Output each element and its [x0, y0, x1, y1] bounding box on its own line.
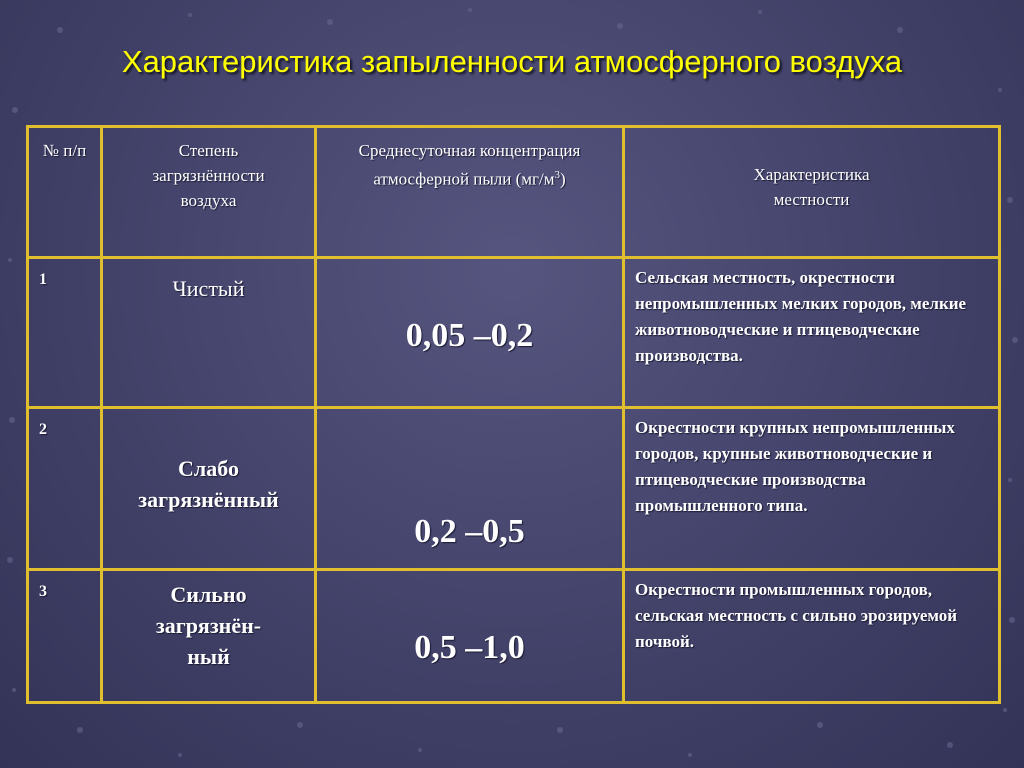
row-num: 3 [28, 570, 102, 703]
header-concentration-text: Среднесуточная концентрация атмосферной пыли (мг/м [358, 141, 581, 189]
degree-text: Слабо загрязнённый [138, 456, 279, 512]
row-degree [102, 570, 316, 703]
row-num: 2 [28, 408, 102, 570]
header-num: № п/п [28, 127, 102, 258]
table-row [28, 258, 1000, 408]
range-text: 0,05 –0,2 [405, 317, 534, 354]
range-text: 0,2 –0,5 [414, 513, 525, 550]
row-range [316, 408, 624, 570]
header-concentration [316, 127, 624, 258]
row-description: Окрестности промышленных городов, сельская местность с сильно эрозируемой почвой. [624, 570, 1000, 703]
row-degree [102, 408, 316, 570]
table-row [28, 408, 1000, 570]
slide-title: Характеристика запыленности атмосферного воздуха [121, 44, 903, 79]
range-text: 0,5 –1,0 [414, 629, 525, 666]
degree-text: Чистый [172, 276, 245, 301]
header-degree: Степень загрязнённости воздуха [102, 127, 316, 258]
header-concentration-sup: 3 [554, 169, 561, 181]
row-num: 1 [28, 258, 102, 408]
row-range [316, 570, 624, 703]
table-row [28, 570, 1000, 703]
row-degree [102, 258, 316, 408]
header-characteristic: Характеристика местности [624, 127, 1000, 258]
header-concentration-suffix: ) [560, 169, 566, 189]
degree-text: Сильно загрязнён-ный [155, 582, 262, 669]
row-range [316, 258, 624, 408]
row-description: Сельская местность, окрестности непромышленных мелких городов, мелкие животноводческие и птицеводческие производства. [624, 258, 1000, 408]
pollution-table [26, 125, 1001, 704]
table-header-row [28, 127, 1000, 258]
row-description: Окрестности крупных непромышленных городов, крупные животноводческие и птицеводческие производства промышленного типа. [624, 408, 1000, 570]
